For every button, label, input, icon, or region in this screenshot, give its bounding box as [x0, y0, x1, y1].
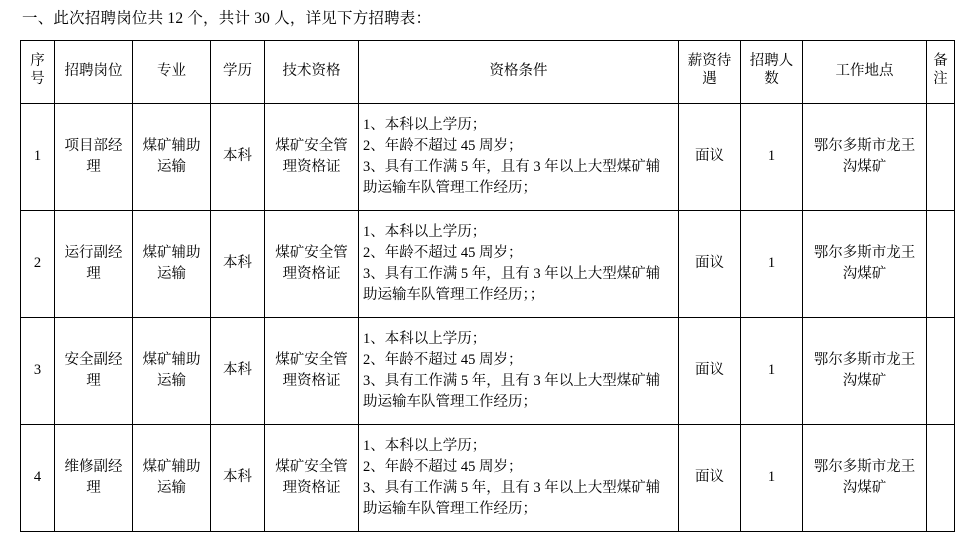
- cell-note: [927, 210, 955, 317]
- cell-place: 鄂尔多斯市龙王沟煤矿: [803, 210, 927, 317]
- header-place: [803, 40, 927, 103]
- cell-salary: 面议: [679, 210, 741, 317]
- header-post: [55, 40, 133, 103]
- header-seq-text: 序号: [30, 53, 45, 87]
- cell-tech: 煤矿安全管理资格证: [265, 210, 359, 317]
- header-seq: [21, 40, 55, 103]
- cell-seq: 1: [21, 103, 55, 210]
- cell-tech: 煤矿安全管理资格证: [265, 424, 359, 531]
- header-salary-text: 薪资待遇: [687, 53, 732, 87]
- table-body: [21, 103, 955, 531]
- header-tech-text: 技术资格: [282, 63, 341, 80]
- header-condition-text: 资格条件: [489, 63, 548, 80]
- condition-line: 2、年龄不超过 45 周岁；: [363, 244, 523, 261]
- header-salary: [679, 40, 741, 103]
- table-row: [21, 424, 955, 531]
- cell-seq: 4: [21, 424, 55, 531]
- header-condition: [359, 40, 679, 103]
- condition-line: 3、具有工作满 5 年，且有 3 年以上大型煤矿辅助运输车队管理工作经历；: [363, 479, 661, 517]
- intro-paragraph: 一、此次招聘岗位共 12 个，共计 30 人，详见下方招聘表：: [22, 10, 432, 27]
- cell-post: 安全副经理: [55, 317, 133, 424]
- header-note-text: 备注: [933, 53, 948, 87]
- cell-number: 1: [741, 103, 803, 210]
- header-place-text: 工作地点: [835, 63, 894, 80]
- cell-place: 鄂尔多斯市龙王沟煤矿: [803, 103, 927, 210]
- cell-salary: 面议: [679, 424, 741, 531]
- condition-line: 2、年龄不超过 45 周岁；: [363, 137, 523, 154]
- condition-line: 1、本科以上学历；: [363, 223, 487, 240]
- cell-major: 煤矿辅助运输: [133, 317, 211, 424]
- cell-condition: [359, 103, 679, 210]
- cell-note: [927, 103, 955, 210]
- table-row: [21, 210, 955, 317]
- cell-tech: 煤矿安全管理资格证: [265, 103, 359, 210]
- cell-condition: [359, 424, 679, 531]
- header-row: [21, 40, 955, 103]
- cell-number: 1: [741, 317, 803, 424]
- cell-seq: 2: [21, 210, 55, 317]
- cell-condition: [359, 317, 679, 424]
- cell-place: 鄂尔多斯市龙王沟煤矿: [803, 317, 927, 424]
- cell-post: 项目部经理: [55, 103, 133, 210]
- cell-number: 1: [741, 210, 803, 317]
- header-major: [133, 40, 211, 103]
- cell-salary: 面议: [679, 317, 741, 424]
- header-edu-text: 学历: [223, 63, 252, 80]
- recruitment-table: [20, 40, 955, 532]
- header-edu: [211, 40, 265, 103]
- condition-line: 3、具有工作满 5 年，且有 3 年以上大型煤矿辅助运输车队管理工作经历；；: [363, 265, 661, 303]
- cell-edu: 本科: [211, 317, 265, 424]
- header-number: [741, 40, 803, 103]
- cell-major: 煤矿辅助运输: [133, 210, 211, 317]
- cell-post: 运行副经理: [55, 210, 133, 317]
- header-note: [927, 40, 955, 103]
- cell-seq: 3: [21, 317, 55, 424]
- condition-line: 3、具有工作满 5 年，且有 3 年以上大型煤矿辅助运输车队管理工作经历；: [363, 372, 661, 410]
- cell-note: [927, 317, 955, 424]
- condition-line: 3、具有工作满 5 年，且有 3 年以上大型煤矿辅助运输车队管理工作经历；: [363, 158, 661, 196]
- cell-tech: 煤矿安全管理资格证: [265, 317, 359, 424]
- cell-edu: 本科: [211, 103, 265, 210]
- condition-line: 2、年龄不超过 45 周岁；: [363, 351, 523, 368]
- condition-line: 1、本科以上学历；: [363, 116, 487, 133]
- cell-major: 煤矿辅助运输: [133, 103, 211, 210]
- cell-condition: [359, 210, 679, 317]
- header-major-text: 专业: [157, 63, 186, 80]
- condition-line: 2、年龄不超过 45 周岁；: [363, 458, 523, 475]
- table-header: [21, 40, 955, 103]
- table-row: [21, 317, 955, 424]
- condition-line: 1、本科以上学历；: [363, 330, 487, 347]
- cell-major: 煤矿辅助运输: [133, 424, 211, 531]
- condition-line: 1、本科以上学历；: [363, 437, 487, 454]
- cell-post: 维修副经理: [55, 424, 133, 531]
- cell-edu: 本科: [211, 210, 265, 317]
- cell-number: 1: [741, 424, 803, 531]
- cell-salary: 面议: [679, 103, 741, 210]
- table-row: [21, 103, 955, 210]
- cell-note: [927, 424, 955, 531]
- cell-edu: 本科: [211, 424, 265, 531]
- header-post-text: 招聘岗位: [64, 63, 123, 80]
- header-number-text: 招聘人数: [749, 53, 794, 87]
- cell-place: 鄂尔多斯市龙王沟煤矿: [803, 424, 927, 531]
- header-tech: [265, 40, 359, 103]
